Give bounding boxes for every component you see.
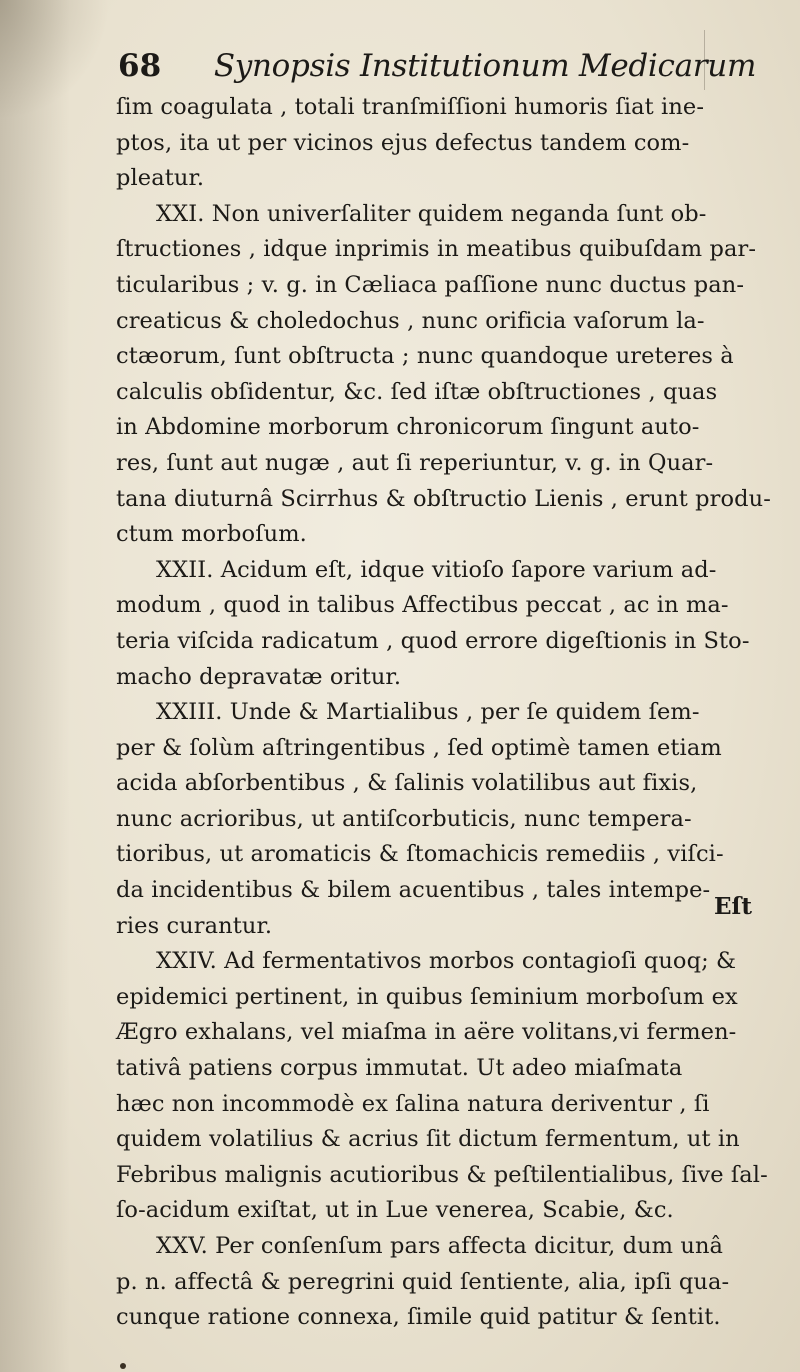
page-number: 68 <box>118 48 162 84</box>
gutter-shadow <box>0 0 70 1372</box>
page-corner-shade <box>0 0 110 120</box>
text-line: tativâ patiens corpus immutat. Ut adeo miaſmata <box>116 1055 683 1082</box>
text-line: ries curantur. <box>116 912 273 939</box>
section-xxi-start: XXI. Non univerſaliter quidem neganda ſunt ob- <box>156 200 707 227</box>
text-line: per & ſolùm aſtringentibus , ſed optimè tamen etiam <box>116 734 722 761</box>
text-line: teria viſcida radicatum , quod errore digeſtionis in Sto- <box>116 627 750 654</box>
text-line: ptos, ita ut per vicinos ejus defectus tandem com- <box>116 129 690 156</box>
text-line: modum , quod in talibus Affectibus peccat , ac in ma- <box>116 592 729 619</box>
text-line: ctæorum, ſunt obſtructa ; nunc quandoque ureteres à <box>116 343 734 370</box>
text-line: hæc non incommodè ex ſalina natura deriventur , ſi <box>116 1090 710 1117</box>
text-line: p. n. affectâ & peregrini quid ſentiente, alia, ipſi qua- <box>116 1268 730 1295</box>
ink-speck <box>120 1363 126 1369</box>
catchword: Eſt <box>714 893 753 920</box>
section-xxv-start: XXV. Per conſenſum pars affecta dicitur, dum unâ <box>156 1233 724 1259</box>
text-line: ſo-acidum exiſtat, ut in Lue venerea, Scabie, &c. <box>116 1197 674 1224</box>
text-line: tioribus, ut aromaticis & ſtomachicis remediis , viſci- <box>116 841 724 868</box>
section-xxii-start: XXII. Acidum eſt, idque vitioſo ſapore varium ad- <box>156 556 717 583</box>
text-line: ſtructiones , idque inprimis in meatibus quibuſdam par- <box>116 236 757 263</box>
text-line: ſim coagulata , totali tranſmiſſioni humoris ſiat ine- <box>116 94 705 120</box>
text-line: res, ſunt aut nugæ , aut ſi reperiuntur, v. g. in Quar- <box>116 449 714 476</box>
text-line: quidem volatilius & acrius ſit dictum fermentum, ut in <box>116 1126 740 1153</box>
text-line: da incidentibus & bilem acuentibus , tales intempe- <box>116 877 711 904</box>
text-line: macho depravatæ oritur. <box>116 663 402 690</box>
text-line: Febribus malignis acutioribus & peſtilentialibus, ſive ſal- <box>116 1161 768 1188</box>
text-line: tana diuturnâ Scirrhus & obſtructio Lienis , erunt produ- <box>116 485 771 512</box>
text-line: creaticus & choledochus , nunc orificia vaſorum la- <box>116 307 705 334</box>
text-line: ticularibus ; v. g. in Cæliaca paſſione nunc ductus pan- <box>116 271 745 298</box>
running-head: Synopsis Institutionum Medicarum <box>213 48 757 84</box>
page-header <box>118 44 757 88</box>
text-line: epidemici pertinent, in quibus ſeminium morboſum ex <box>116 983 738 1010</box>
text-line: in Abdomine morborum chronicorum ſingunt auto- <box>116 414 700 441</box>
text-line: pleatur. <box>116 165 205 192</box>
text-line: Ægro exhalans, vel miaſma in aëre volitans,vi fermen- <box>116 1019 737 1046</box>
text-line: calculis obſidentur, &c. ſed iſtæ obſtructiones , quas <box>116 378 718 405</box>
text-line: nunc acrioribus, ut antiſcorbuticis, nunc tempera- <box>116 805 692 832</box>
text-line: cunque ratione connexa, ſimile quid patitur & ſentit. <box>116 1304 721 1331</box>
text-line: ctum morboſum. <box>116 521 307 548</box>
section-xxiii-start: XXIII. Unde & Martialibus , per ſe quidem ſem- <box>156 699 700 726</box>
text-line: acida abſorbentibus , & ſalinis volatilibus aut fixis, <box>116 770 698 797</box>
body-text <box>116 90 771 1336</box>
section-xxiv-start: XXIV. Ad fermentativos morbos contagioſi quoq; & <box>156 948 737 975</box>
